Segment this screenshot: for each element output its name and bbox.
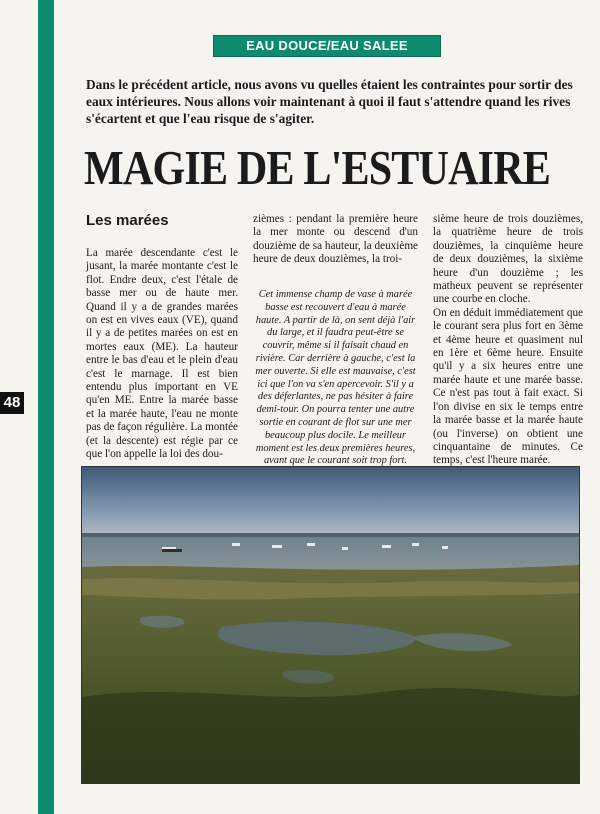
page-number: 48 — [0, 392, 24, 414]
column-2 — [253, 213, 418, 267]
accent-bar — [38, 0, 54, 814]
col1-text: La marée descendante c'est le jusant, la marée montante c'est le flot. Endre deux, c'est l'étale de basse mer ou de haute mer. Quand il y a de grandes marées on est en vives eaux (VE), quand il y a de petites marées on est en mortes eaux (ME). La hauteur entre le bas d'eau et le plein d'eau c'est le marnage. Il est bien entendu plus important en VE qu'en ME. Entre la marée basse et la marée haute, l'eau ne monte pas de façon régulière. La montée (et la descente) est régie par ce que l'on appelle la loi des dou- — [86, 247, 238, 461]
intro-paragraph: Dans le précédent article, nous avons vu quelles étaient les contraintes pour sortir des eaux intérieures. Nous allons voir maintenant à quoi il faut s'attendre quand les rives s'écartent et que l'eau risque de s'agiter. — [86, 77, 573, 126]
col3-paragraph-2: On en déduit immédiatement que le courant sera plus fort en 3ème et 4ème heure et quasiment nul en 1ère et 6ème heure. Ensuite qu'il y a six heures entre une marée haute et une marée basse. Ce n'est pas tout à fait exact. Si l'on divise en six le temps entre la marée basse et la marée haute (ou l'inverse) on obtient une cinquantaine de minutes. Ce temps, c'est l'heure marée. — [433, 306, 583, 467]
photo-caption: Cet immense champ de vase à marée basse est recouvert d'eau à marée haute. A partir de là, on sent déjà l'air du large, et il faudra peut-être se couvrir, même si il faisait chaud en rivière. Car derrière à gauche, c'est la mer ouverte. Si elle est mauvaise, c'est ici que l'on va s'en apercevoir. S'il y a des déferlantes, ne pas hésiter à faire demi-tour. On pourra tenter une autre sortie en courant de flot sur une mer beaucoup plus docile. Le meilleur moment est les deux premières heures, avant que le courant soit trop fort. — [255, 289, 416, 467]
col2-text: zièmes : pendant la première heure la mer monte ou descend d'un douzième de sa hauteur, la deuxième heure de deux douzièmes, la troi- — [253, 213, 418, 266]
section-rubric: EAU DOUCE/EAU SALEE — [213, 35, 441, 57]
column-1 — [86, 247, 238, 462]
article-headline: MAGIE DE L'ESTUAIRE — [84, 140, 551, 195]
estuary-photo — [81, 466, 580, 784]
section-title: Les marées — [86, 212, 169, 229]
column-3 — [433, 213, 583, 468]
estuary-photo-illustration — [82, 467, 579, 783]
col3-paragraph-1: sième heure de trois douzièmes, la quatrième heure de trois douzièmes, la cinquième heure de deux douzièmes, la sixième heure d'un douzième ; les matheux peuvent se représenter une courbe en cloche. — [433, 213, 583, 306]
